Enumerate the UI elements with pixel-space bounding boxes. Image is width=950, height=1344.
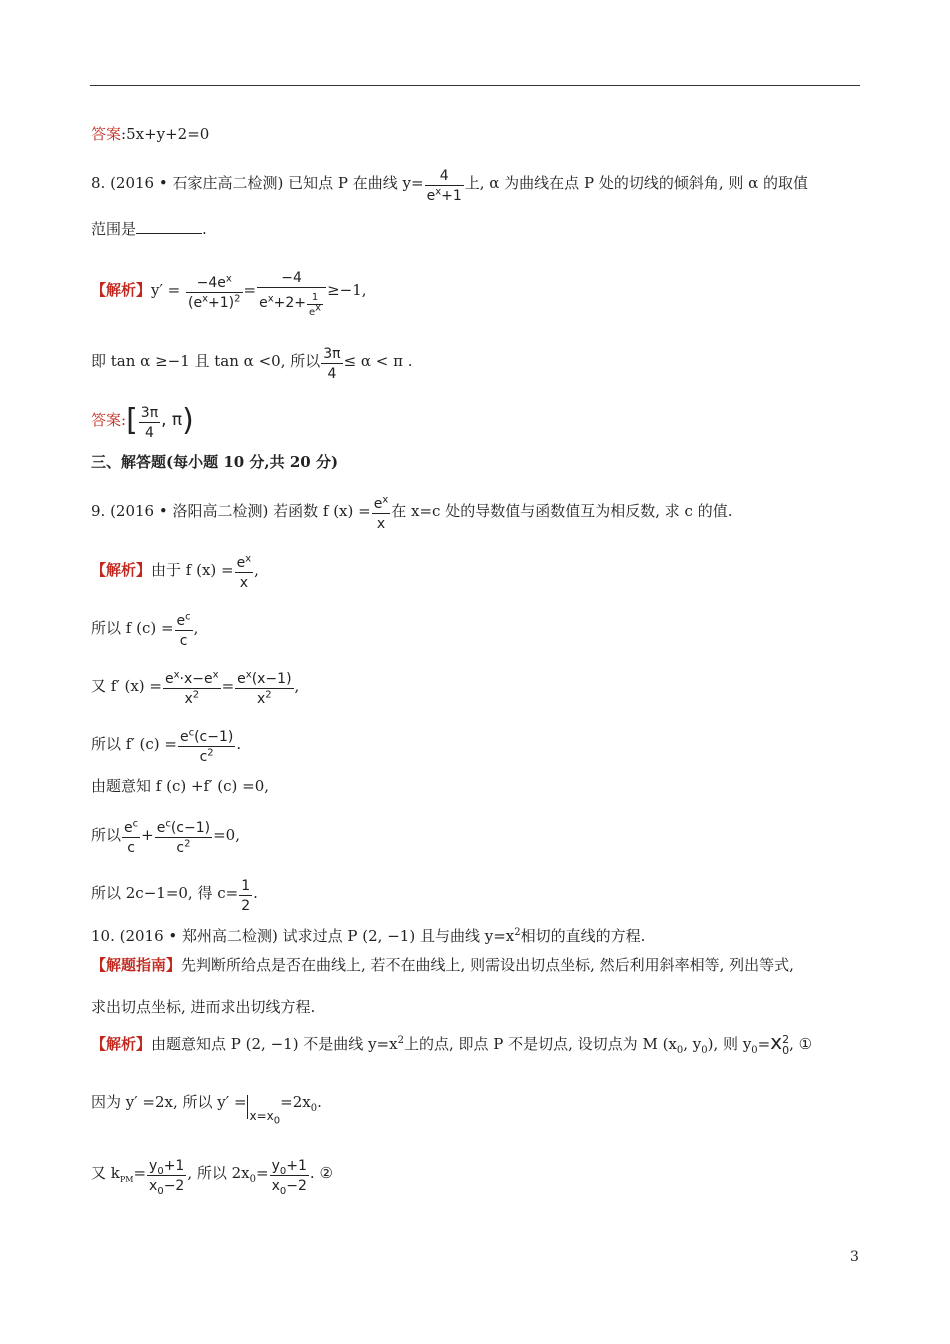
section-heading: 三、解答题(每小题 10 分,共 20 分): [91, 453, 339, 471]
solution-10-line2: 因为 y′ =2x, 所以 $y' =_{x=x_0}=2x_0$.: [91, 1093, 322, 1127]
q8-fraction: [425, 168, 464, 204]
evaluation-bar: x=x0: [247, 1095, 281, 1119]
question-8-line2: 范围是 .: [91, 220, 207, 238]
q8-num: 4: [439, 168, 449, 184]
sol8-fraction-2: −4 $e^x+2+$ $\frac{1}{e^x}$: [257, 270, 326, 316]
solution-9-line7: 所以 2c−1=0, 得 c= $\frac{1}{2}$ .: [91, 878, 258, 914]
answer-8: 答案:[ $\frac{3\pi}{4}$ , π): [91, 403, 194, 441]
analysis-tag: 【解析】: [91, 1035, 152, 1053]
question-10: 10. (2016 • 郑州高二检测) 试求过点 P (2, −1) 且与曲线 $y=x^2$相切的直线的方程.: [91, 927, 646, 945]
header-rule: [90, 85, 860, 86]
solution-9-line2: 所以 f (c) = $\frac{e^c}{c}$ ,: [91, 611, 199, 649]
page-number: 3: [850, 1249, 859, 1265]
analysis-tag: 【解析】: [91, 561, 152, 579]
solution-9-line1: 【解析】由于 f (x) = $\frac{e^x}{x}$ ,: [91, 553, 259, 591]
solution-8-line2: 即 tan α ≥−1 且 tan α <0, 所以 $\frac{3\pi}{4}$ ≤ α < π .: [91, 346, 413, 382]
answer-text: :5x+y+2=0: [121, 125, 210, 143]
solution-8: 【解析】y′ = $\frac{-4e^x}{(e^x+1)^2}$ = −4 $e^x+2+$ $\frac{1}{e^x}$ ≥−1,: [91, 270, 367, 318]
guide-10-line2: 求出切点坐标, 进而求出切线方程.: [91, 998, 316, 1016]
ans8-fraction: $\frac{3\pi}{4}$: [140, 405, 159, 441]
question-8: [91, 166, 808, 202]
solution-9-line6: 所以 $\frac{e^c}{c}$ + $\frac{e^c(c-1)}{c^2}$ =0,: [91, 818, 240, 856]
solution-9-line4: 所以 f′ (c) = $\frac{e^c(c-1)}{c^2}$ .: [91, 727, 242, 765]
question-9: 9. (2016 • 洛阳高二检测) 若函数 f (x) = $\frac{e^x}{x}$ 在 x=c 处的导数值与函数值互为相反数, 求 c 的值.: [91, 494, 733, 532]
answer-label: 答案:: [91, 411, 127, 429]
answer-blank: [136, 219, 202, 234]
solution-9-line5: 由题意知 f (c) +f′ (c) =0,: [91, 777, 270, 795]
analysis-tag: 【解析】: [91, 281, 152, 299]
solution-10-line3: 又 $k_{PM}=$ $\frac{y_0+1}{x_0-2}$ , 所以 $2x_0=$ $\frac{y_0+1}{x_0-2}$ . ②: [91, 1158, 333, 1197]
q9-fraction: $\frac{e^x}{x}$: [373, 494, 389, 532]
solution-10-line1: 【解析】由题意知点 P (2, −1) 不是曲线 $y=x^2$上的点, 即点 P 不是切点, 设切点为 M ($x_0$, $y_0$), 则 $y_0=x$ 2 0 , ①: [91, 1030, 813, 1057]
q8-suffix: 上, α 为曲线在点 P 处的切线的倾斜角, 则 α 的取值: [464, 174, 809, 192]
guide-10: 【解题指南】先判断所给点是否在曲线上, 若不在曲线上, 则需设出切点坐标, 然后利用斜率相等, 列出等式,: [91, 956, 794, 974]
sol8-3pi-over-4: $\frac{3\pi}{4}$: [323, 346, 341, 382]
answer-prev: [91, 124, 209, 144]
q8-prefix: 8. (2016 • 石家庄高二检测) 已知点 P 在曲线 y=: [91, 174, 424, 192]
sol8-subfraction: $\frac{1}{e^x}$: [309, 292, 322, 318]
guide-tag: 【解题指南】: [91, 956, 182, 974]
q8-den: $e^x+1$: [426, 186, 462, 204]
answer-label: 答案: [91, 125, 122, 143]
solution-9-line3: 又 f′ (x) = $\frac{e^x\cdot x-e^x}{x^2}$ = $\frac{e^x(x-1)}{x^2}$ ,: [91, 669, 300, 707]
sol8-fraction-1: $\frac{-4e^x}{(e^x+1)^2}$: [188, 273, 241, 311]
